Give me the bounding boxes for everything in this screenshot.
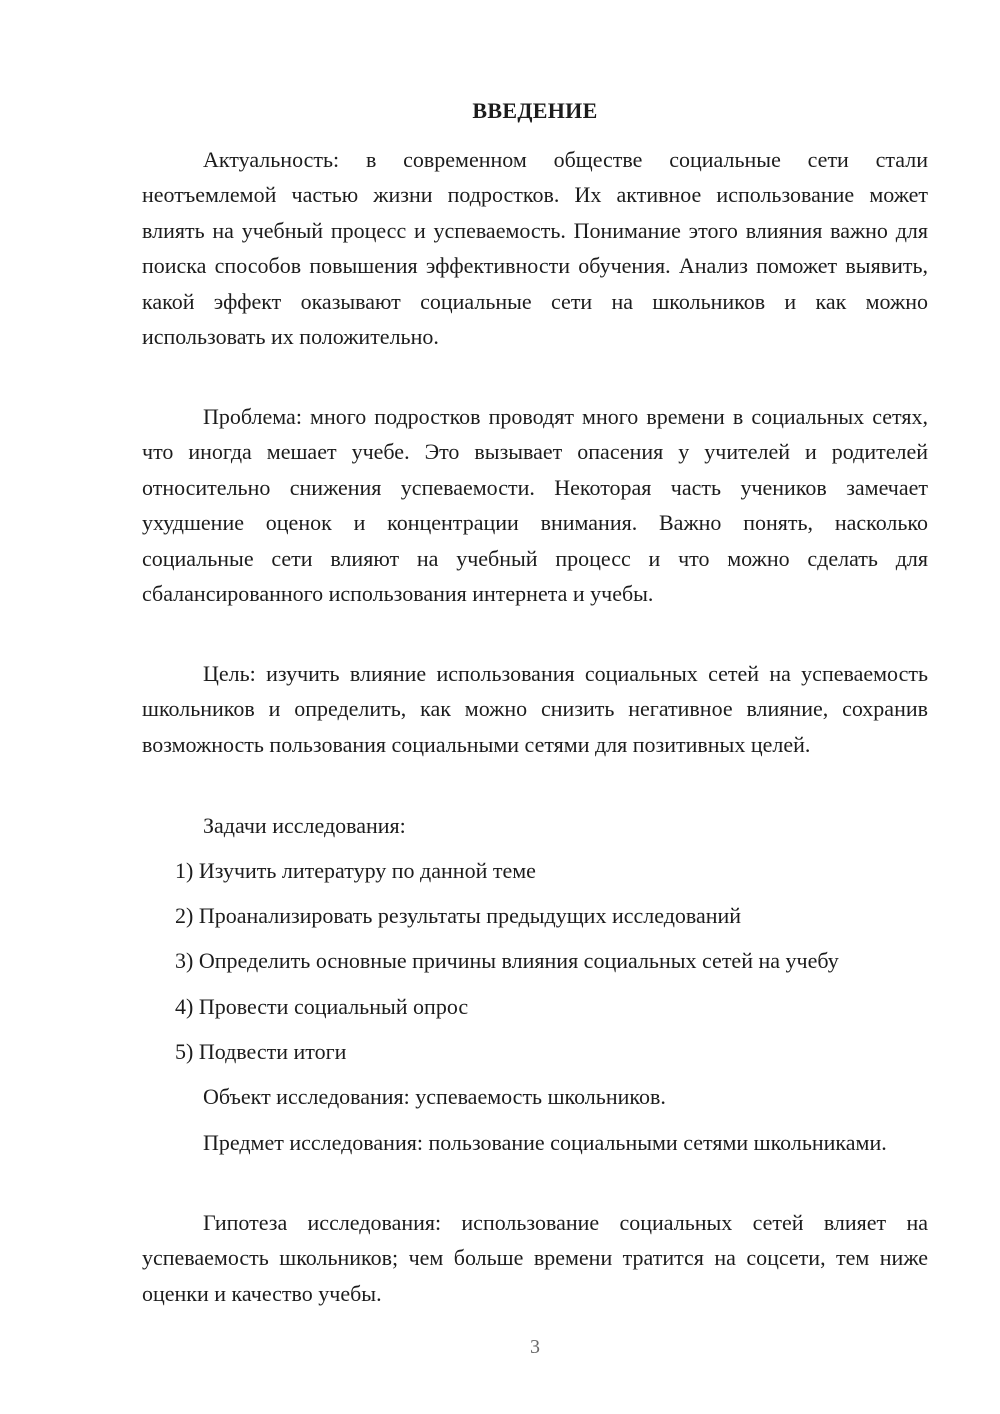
task-item: 5) Подвести итоги [175,1039,347,1064]
task-item: 3) Определить основные причины влияния социальных сетей на учебу [175,948,839,973]
task-item: 2) Проанализировать результаты предыдущих исследований [175,903,742,928]
relevance-paragraph: Актуальность: в современном обществе социальные сети стали неотъемлемой частью жизни подростков. Их активное использование может влиять на учебный процесс и успеваемость. Понимание этого влияния важно для поиска способов повышения эффективности обучения. Анализ поможет выявить, какой эффект оказывают социальные сети на школьников и как можно использовать их положительно. [142,147,928,350]
page-title: ВВЕДЕНИЕ [472,98,598,123]
research-subject: Предмет исследования: пользование социальными сетями школьниками. [203,1130,887,1155]
research-hypothesis: Гипотеза исследования: использование социальных сетей влияет на успеваемость школьников; чем больше времени тратится на соцсети, тем ниже оценки и качество учебы. [142,1210,928,1306]
task-item: 1) Изучить литературу по данной теме [175,858,536,883]
task-item: 4) Провести социальный опрос [175,994,469,1019]
problem-paragraph: Проблема: много подростков проводят много времени в социальных сетях, что иногда мешает учебе. Это вызывает опасения у учителей и родителей относительно снижения успеваемости. Некоторая часть учеников замечает ухудшение оценок и концентрации внимания. Важно понять, насколько социальные сети влияют на учебный процесс и что можно сделать для сбалансированного использования интернета и учебы. [142,404,928,607]
research-object: Объект исследования: успеваемость школьников. [203,1084,666,1109]
goal-paragraph: Цель: изучить влияние использования социальных сетей на успеваемость школьников и определить, как можно снизить негативное влияние, сохранив возможность пользования социальными сетями для позитивных целей. [142,661,928,757]
page-number: 3 [530,1336,540,1358]
tasks-heading: Задачи исследования: [203,813,406,838]
